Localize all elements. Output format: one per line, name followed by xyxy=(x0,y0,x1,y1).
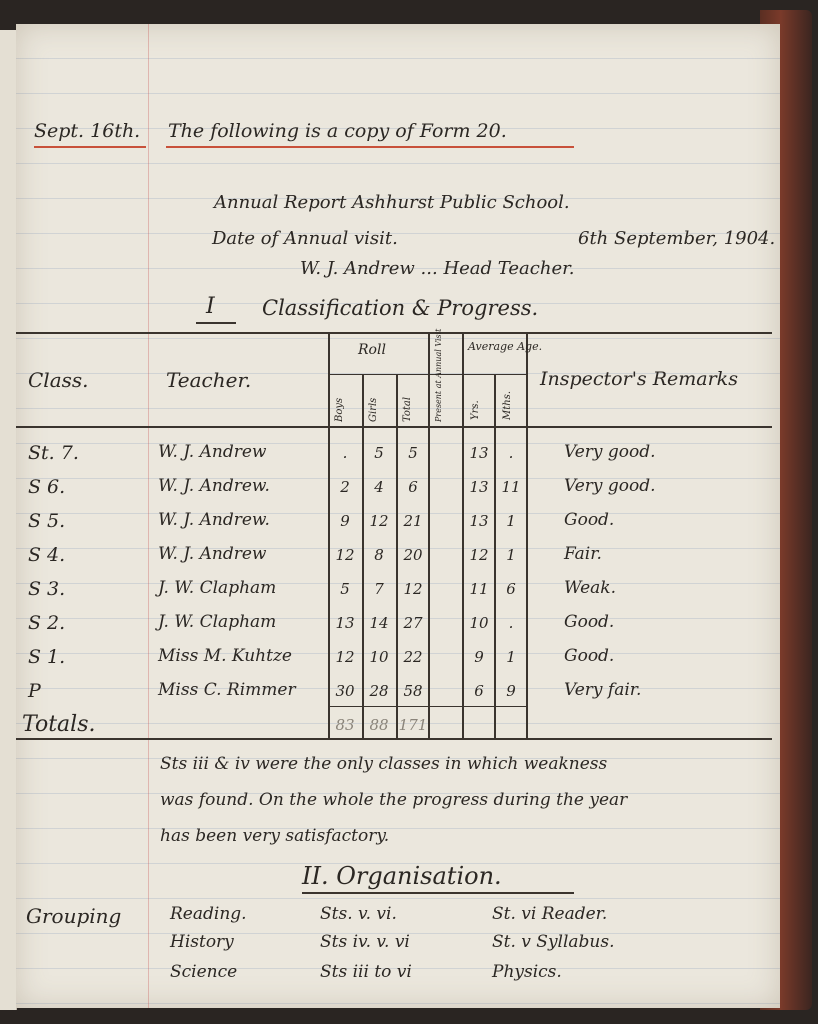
cell-teacher: J. W. Clapham xyxy=(158,612,277,632)
cell-mths: 1 xyxy=(506,546,516,564)
cell-total: 5 xyxy=(408,444,418,462)
cell-yrs: 13 xyxy=(469,512,489,530)
totals-label: Totals. xyxy=(22,712,96,737)
col-rule xyxy=(526,332,528,738)
totals-boys: 83 xyxy=(335,716,355,734)
cell-remark: Very good. xyxy=(564,442,656,462)
cell-teacher: W. J. Andrew xyxy=(158,544,267,564)
cell-class: P xyxy=(28,680,41,702)
entry-heading: The following is a copy of Form 20. xyxy=(168,120,507,142)
cell-girls: 7 xyxy=(374,580,384,598)
cell-teacher: W. J. Andrew. xyxy=(158,510,270,530)
section2-underline xyxy=(302,892,574,894)
grouping-note: St. vi Reader. xyxy=(492,904,608,924)
grouping-note: Physics. xyxy=(492,962,562,982)
col-header-avg-age: Average Age. xyxy=(468,340,543,353)
col-header-girls: Girls xyxy=(368,397,379,422)
cell-boys: 2 xyxy=(340,478,350,496)
grouping-standards: Sts. v. vi. xyxy=(320,904,397,924)
cell-class: St. 7. xyxy=(28,442,79,464)
cell-boys: . xyxy=(342,444,348,462)
margin-rule xyxy=(148,24,149,1008)
visit-label: Date of Annual visit. xyxy=(212,228,398,249)
cell-girls: 12 xyxy=(369,512,389,530)
cell-remark: Very fair. xyxy=(564,680,642,700)
cell-boys: 12 xyxy=(335,546,355,564)
table-top-rule xyxy=(16,332,772,334)
report-title: Annual Report Ashhurst Public School. xyxy=(214,192,570,213)
cell-teacher: J. W. Clapham xyxy=(158,578,277,598)
ledger-page xyxy=(16,24,780,1008)
cell-girls: 14 xyxy=(369,614,389,632)
cell-remark: Good. xyxy=(564,510,615,530)
col-rule xyxy=(428,332,430,738)
cell-yrs: 12 xyxy=(469,546,489,564)
cell-mths: . xyxy=(508,444,514,462)
facing-page-edge xyxy=(0,30,17,1010)
date-underline xyxy=(34,146,146,148)
grouping-note: St. v Syllabus. xyxy=(492,932,615,952)
grouping-label: Grouping xyxy=(26,904,122,928)
totals-rule xyxy=(328,706,526,707)
cell-class: S 2. xyxy=(28,612,66,634)
cell-total: 58 xyxy=(403,682,423,700)
cell-girls: 4 xyxy=(374,478,384,496)
grouping-standards: Sts iv. v. vi xyxy=(320,932,410,952)
table-bottom-rule xyxy=(16,738,772,740)
section2-title: II. Organisation. xyxy=(302,862,502,890)
visit-date: 6th September, 1904. xyxy=(578,228,776,249)
cell-total: 27 xyxy=(403,614,423,632)
entry-date: Sept. 16th. xyxy=(34,120,141,142)
cell-mths: 9 xyxy=(506,682,516,700)
col-header-teacher: Teacher. xyxy=(166,368,252,392)
cell-remark: Fair. xyxy=(564,544,602,564)
cell-yrs: 9 xyxy=(474,648,484,666)
cell-class: S 1. xyxy=(28,646,66,668)
totals-girls: 88 xyxy=(369,716,389,734)
table-header-rule xyxy=(16,426,772,428)
col-header-total: Total xyxy=(402,396,413,422)
col-header-mths: Mths. xyxy=(502,390,513,420)
cell-mths: 1 xyxy=(506,512,516,530)
cell-boys: 12 xyxy=(335,648,355,666)
cell-yrs: 10 xyxy=(469,614,489,632)
cell-boys: 13 xyxy=(335,614,355,632)
col-header-class: Class. xyxy=(28,368,89,392)
cell-teacher: Miss M. Kuhtze xyxy=(158,646,292,666)
col-header-yrs: Yrs. xyxy=(470,400,481,420)
cell-total: 6 xyxy=(408,478,418,496)
cell-boys: 9 xyxy=(340,512,350,530)
cell-mths: 6 xyxy=(506,580,516,598)
grouping-subject: History xyxy=(170,932,234,952)
cell-girls: 8 xyxy=(374,546,384,564)
head-teacher: W. J. Andrew ... Head Teacher. xyxy=(300,258,575,279)
cell-mths: 1 xyxy=(506,648,516,666)
cell-remark: Weak. xyxy=(564,578,616,598)
section-numeral: I xyxy=(206,294,215,319)
cell-boys: 5 xyxy=(340,580,350,598)
remarks-line: has been very satisfactory. xyxy=(160,826,390,846)
col-header-remarks: Inspector's Remarks xyxy=(540,368,738,390)
section-title: Classification & Progress. xyxy=(262,296,539,320)
cell-teacher: W. J. Andrew. xyxy=(158,476,270,496)
cell-mths: . xyxy=(508,614,514,632)
cell-total: 20 xyxy=(403,546,423,564)
cell-total: 22 xyxy=(403,648,423,666)
cell-teacher: Miss C. Rimmer xyxy=(158,680,296,700)
col-rule xyxy=(462,332,464,738)
remarks-line: Sts iii & iv were the only classes in which weakness xyxy=(160,754,608,774)
cell-class: S 4. xyxy=(28,544,66,566)
numeral-underline xyxy=(196,322,236,324)
cell-yrs: 6 xyxy=(474,682,484,700)
cell-remark: Very good. xyxy=(564,476,656,496)
cell-girls: 10 xyxy=(369,648,389,666)
cell-yrs: 11 xyxy=(469,580,489,598)
grouping-standards: Sts iii to vi xyxy=(320,962,412,982)
grouping-subject: Science xyxy=(170,962,238,982)
cell-mths: 11 xyxy=(501,478,521,496)
cell-remark: Good. xyxy=(564,646,615,666)
cell-yrs: 13 xyxy=(469,478,489,496)
col-header-boys: Boys xyxy=(334,397,345,422)
remarks-line: was found. On the whole the progress during the year xyxy=(160,790,628,810)
col-header-roll: Roll xyxy=(358,342,386,358)
totals-total: 171 xyxy=(398,716,428,734)
cell-total: 21 xyxy=(403,512,423,530)
cell-yrs: 13 xyxy=(469,444,489,462)
cell-girls: 5 xyxy=(374,444,384,462)
cell-class: S 3. xyxy=(28,578,66,600)
col-header-present: Present at Annual Visit xyxy=(434,328,443,422)
cell-teacher: W. J. Andrew xyxy=(158,442,267,462)
cell-class: S 5. xyxy=(28,510,66,532)
cell-class: S 6. xyxy=(28,476,66,498)
cell-total: 12 xyxy=(403,580,423,598)
cell-girls: 28 xyxy=(369,682,389,700)
cell-remark: Good. xyxy=(564,612,615,632)
cell-boys: 30 xyxy=(335,682,355,700)
grouping-subject: Reading. xyxy=(170,904,247,924)
heading-underline xyxy=(166,146,574,148)
col-rule xyxy=(328,332,330,738)
